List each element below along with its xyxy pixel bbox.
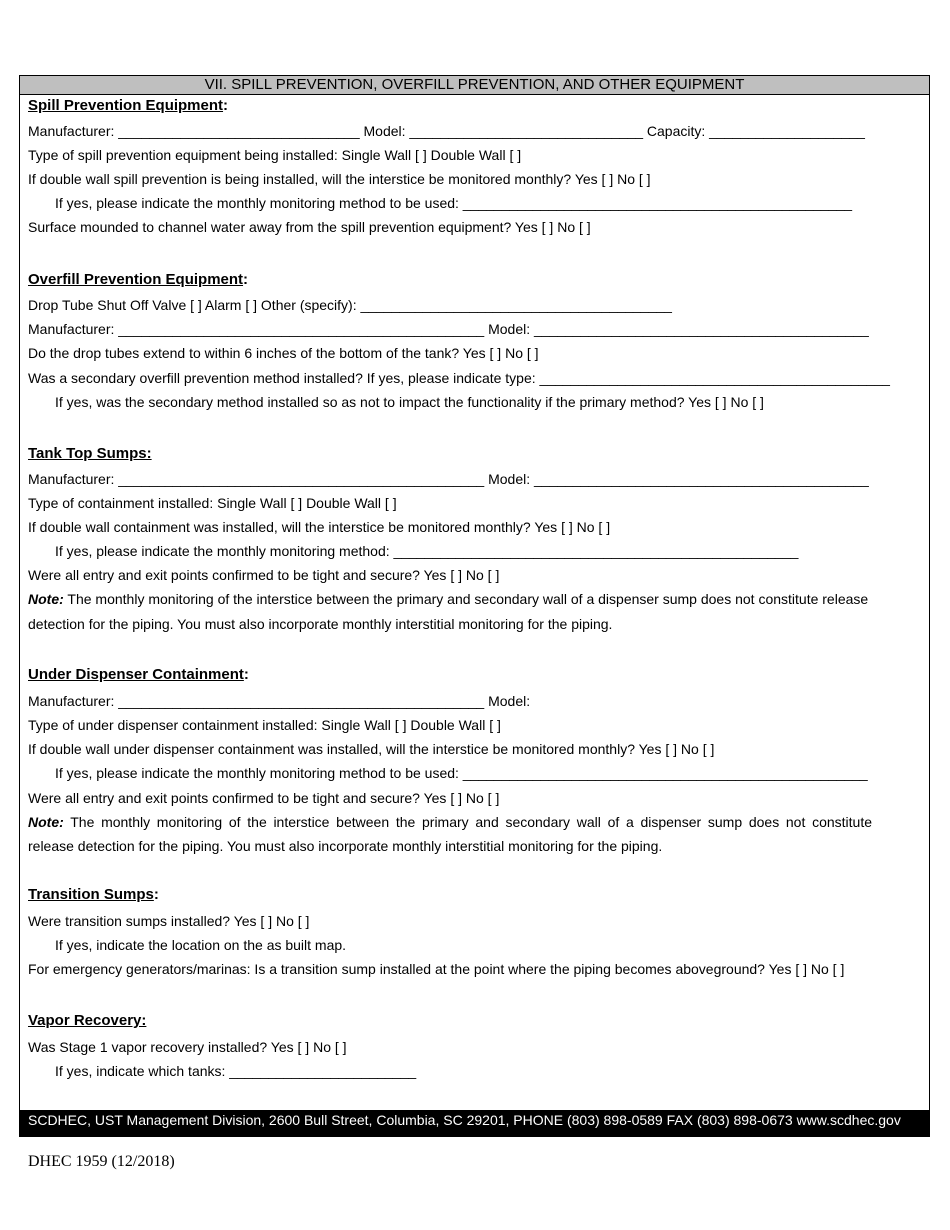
vapor-stage1-line[interactable]: Was Stage 1 vapor recovery installed? Yes [ ] No [ ] bbox=[28, 1039, 347, 1055]
spill-method-line[interactable]: If yes, please indicate the monthly monitoring method to be used: __________________________________________________ bbox=[55, 195, 853, 211]
form-id: DHEC 1959 (12/2018) bbox=[28, 1153, 175, 1170]
under-dispenser-method-line[interactable]: If yes, please indicate the monthly monitoring method to be used: ____________________________________________________ bbox=[55, 765, 868, 781]
overfill-extend-line[interactable]: Do the drop tubes extend to within 6 inches of the bottom of the tank? Yes [ ] No [ ] bbox=[28, 345, 539, 361]
tank-top-manufacturer-line[interactable]: Manufacturer: _______________________________________________ Model: ___________________________________________ bbox=[28, 471, 869, 487]
overfill-manufacturer-line[interactable]: Manufacturer: _______________________________________________ Model: ___________________________________________ bbox=[28, 321, 869, 337]
under-dispenser-entry-line[interactable]: Were all entry and exit points confirmed to be tight and secure? Yes [ ] No [ ] bbox=[28, 790, 500, 806]
tank-top-entry-line[interactable]: Were all entry and exit points confirmed to be tight and secure? Yes [ ] No [ ] bbox=[28, 567, 500, 583]
overfill-functionality-line[interactable]: If yes, was the secondary method installed so as not to impact the functionality if the primary method? Yes [ ] No [ ] bbox=[55, 394, 764, 410]
footer-contact-bar: SCDHEC, UST Management Division, 2600 Bull Street, Columbia, SC 29201, PHONE (803) 898-0589 FAX (803) 898-0673 www.scdhec.gov bbox=[19, 1110, 930, 1137]
spill-interstice-line[interactable]: If double wall spill prevention is being installed, will the interstice be monitored monthly? Yes [ ] No [ ] bbox=[28, 171, 651, 187]
tank-top-method-line[interactable]: If yes, please indicate the monthly monitoring method: ____________________________________________________ bbox=[55, 543, 799, 559]
overfill-drop-tube-line[interactable]: Drop Tube Shut Off Valve [ ] Alarm [ ] Other (specify): ________________________________________ bbox=[28, 297, 672, 313]
transition-installed-line[interactable]: Were transition sumps installed? Yes [ ] No [ ] bbox=[28, 913, 310, 929]
section-title: VII. SPILL PREVENTION, OVERFILL PREVENTION, AND OTHER EQUIPMENT bbox=[19, 75, 930, 95]
spill-type-line[interactable]: Type of spill prevention equipment being installed: Single Wall [ ] Double Wall [ ] bbox=[28, 147, 522, 163]
tank-top-heading: Tank Top Sumps: bbox=[28, 445, 152, 462]
under-dispenser-manufacturer-line[interactable]: Manufacturer: _______________________________________________ Model: bbox=[28, 693, 531, 709]
under-dispenser-note-cont: release detection for the piping. You must also incorporate monthly interstitial monitoring for the piping. bbox=[28, 838, 663, 854]
spill-heading: Spill Prevention Equipment: bbox=[28, 97, 229, 114]
under-dispenser-type-line[interactable]: Type of under dispenser containment installed: Single Wall [ ] Double Wall [ ] bbox=[28, 717, 501, 733]
vapor-tanks-line[interactable]: If yes, indicate which tanks: ________________________ bbox=[55, 1063, 417, 1079]
overfill-secondary-line[interactable]: Was a secondary overfill prevention method installed? If yes, please indicate type: _____________________________________________ bbox=[28, 370, 890, 386]
spill-surface-line[interactable]: Surface mounded to channel water away from the spill prevention equipment? Yes [ ] No [ ] bbox=[28, 219, 591, 235]
overfill-heading: Overfill Prevention Equipment: bbox=[28, 271, 249, 288]
transition-generators-line[interactable]: For emergency generators/marinas: Is a transition sump installed at the point where the piping becomes aboveground? Yes [ ] No [ ] bbox=[28, 961, 845, 977]
transition-location-line: If yes, indicate the location on the as built map. bbox=[55, 937, 347, 953]
transition-heading: Transition Sumps: bbox=[28, 886, 159, 903]
under-dispenser-heading: Under Dispenser Containment: bbox=[28, 666, 249, 683]
vapor-heading: Vapor Recovery: bbox=[28, 1012, 147, 1029]
tank-top-note: Note: The monthly monitoring of the interstice between the primary and secondary wall of a dispenser sump does not constitute release bbox=[28, 591, 869, 607]
tank-top-interstice-line[interactable]: If double wall containment was installed, will the interstice be monitored monthly? Yes [ ] No [ ] bbox=[28, 519, 611, 535]
tank-top-type-line[interactable]: Type of containment installed: Single Wall [ ] Double Wall [ ] bbox=[28, 495, 397, 511]
tank-top-note-cont: detection for the piping. You must also incorporate monthly interstitial monitoring for the piping. bbox=[28, 616, 613, 632]
under-dispenser-interstice-line[interactable]: If double wall under dispenser containment was installed, will the interstice be monitored monthly? Yes [ ] No [ ] bbox=[28, 741, 715, 757]
under-dispenser-note: Note: The monthly monitoring of the interstice between the primary and secondary wall of a dispenser sump does not constitute bbox=[28, 814, 872, 830]
spill-manufacturer-line[interactable]: Manufacturer: _______________________________ Model: ______________________________ Capacity: ____________________ bbox=[28, 123, 865, 139]
